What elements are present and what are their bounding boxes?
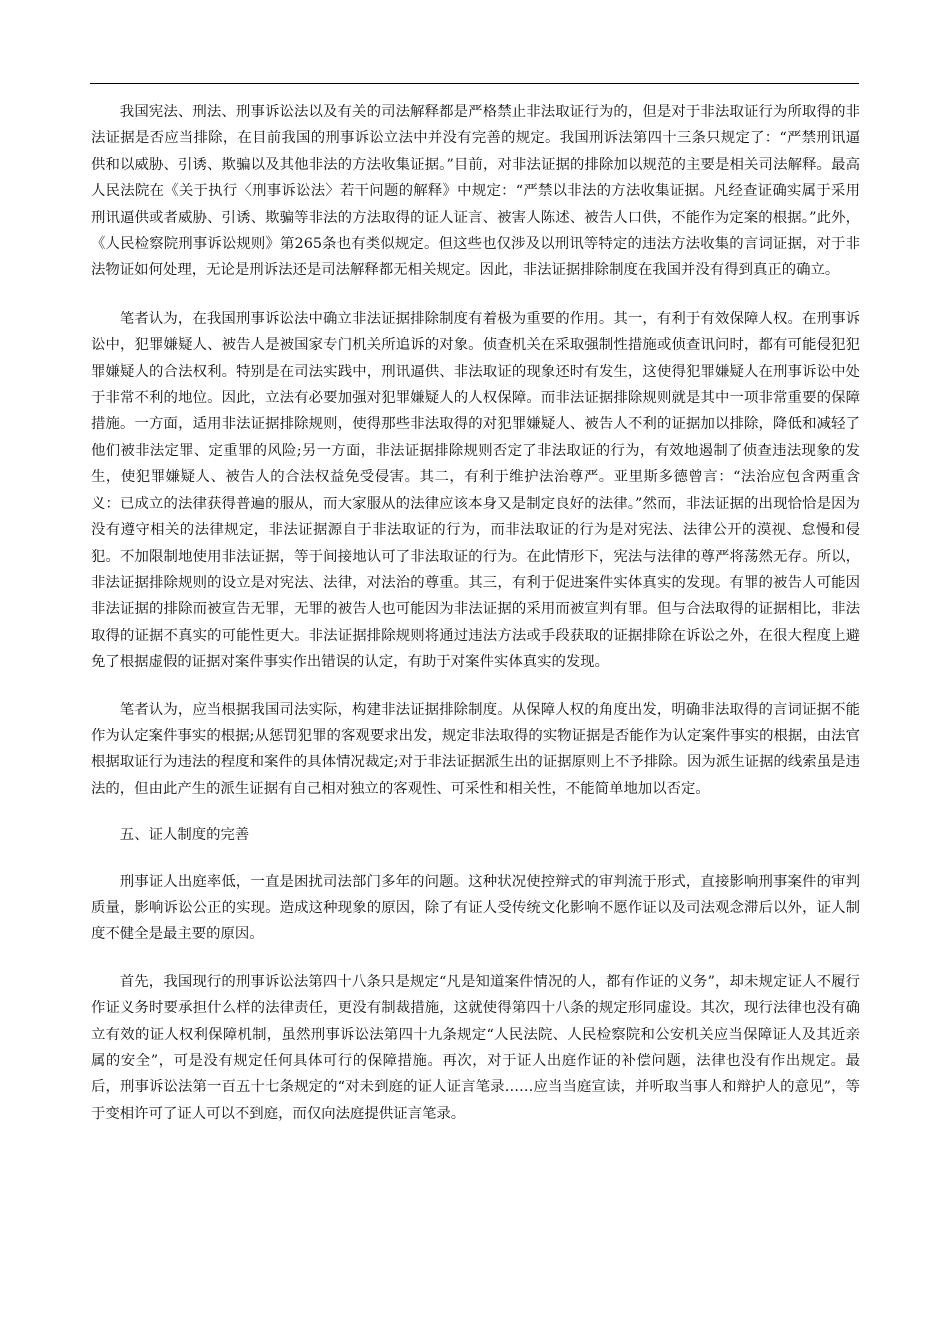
paragraph-exclusion-importance: 笔者认为，在我国刑事诉讼法中确立非法证据排除制度有着极为重要的作用。其一，有利于有效保障人权。在刑事诉讼中，犯罪嫌疑人、被告人是被国家专门机关所追诉的对象。侦查机关在采取强制性措施或侦查讯问时，都有可能侵犯犯罪嫌疑人的合法权利。特别是在司法实践中，刑讯逼供、非法取证的现象还时有发生，这使得犯罪嫌疑人在刑事诉讼中处于非常不利的地位。因此，立法有必要加强对犯罪嫌疑人的人权保障。而非法证据排除规则就是其中一项非常重要的保障措施。一方面，适用非法证据排除规则，使得那些非法取得的对犯罪嫌疑人、被告人不利的证据加以排除，降低和减轻了他们被非法定罪、定重罪的风险;另一方面，非法证据排除规则否定了非法取证的行为，有效地遏制了侦查违法现象的发生，使犯罪嫌疑人、被告人的合法权益免受侵害。其二，有利于维护法治尊严。亚里斯多德曾言：“法治应包含两重含义：已成立的法律获得普遍的服从，而大家服从的法律应该本身又是制定良好的法律。”然而，非法证据的出现恰恰是因为没有遵守相关的法律规定，非法证据源自于非法取证的行为，而非法取证的行为是对宪法、法律公开的漠视、怠慢和侵犯。不加限制地使用非法证据，等于间接地认可了非法取证的行为。在此情形下，宪法与法律的尊严将荡然无存。所以，非法证据排除规则的设立是对宪法、法律，对法治的尊重。其三，有利于促进案件实体真实的发现。有罪的被告人可能因非法证据的排除而被宣告无罪，无罪的被告人也可能因为非法证据的采用而被宣判有罪。但与合法取得的证据相比，非法取得的证据不真实的可能性更大。非法证据排除规则将通过违法方法或手段获取的证据排除在诉讼之外，在很大程度上避免了根据虚假的证据对案件事实作出错误的认定，有助于对案件实体真实的发现。 [91,310,860,671]
document-body [91,99,860,1127]
section-heading-witness-system: 五、证人制度的完善 [119,827,250,844]
paragraph-witness-attendance: 刑事证人出庭率低，一直是困扰司法部门多年的问题。这种状况使控辩式的审判流于形式，直接影响刑事案件的审判质量，影响诉讼公正的实现。造成这种现象的原因，除了有证人受传统文化影响不愿作证以及司法观念滞后以外，证人制度不健全是最主要的原因。 [91,873,860,943]
paragraph-witness-law-gaps: 首先，我国现行的刑事诉讼法第四十八条只是规定“凡是知道案件情况的人，都有作证的义务”，却未规定证人不履行作证义务时要承担什么样的法律责任，更没有制裁措施，这就使得第四十八条的规定形同虚设。其次，现行法律也没有确立有效的证人权利保障机制，虽然刑事诉讼法第四十九条规定“人民法院、人民检察院和公安机关应当保障证人及其近亲属的安全”，可是没有规定任何具体可行的保障措施。再次，对于证人出庭作证的补偿问题，法律也没有作出规定。最后，刑事诉讼法第一百五十七条规定的“对未到庭的证人证言笔录……应当当庭宣读，并听取当事人和辩护人的意见”，等于变相许可了证人可以不到庭，而仅向法庭提供证言笔录。 [91,973,860,1122]
paragraph-exclusion-proposal: 笔者认为，应当根据我国司法实际，构建非法证据排除制度。从保障人权的角度出发，明确非法取得的言词证据不能作为认定案件事实的根据;从惩罚犯罪的客观要求出发，规定非法取得的实物证据是否能作为认定案件事实的根据，由法官根据取证行为违法的程度和案件的具体情况裁定;对于非法证据派生出的证据原则上不予排除。因为派生证据的线索虽是违法的，但由此产生的派生证据有自己相对独立的客观性、可采性和相关性，不能简单地加以否定。 [91,701,860,797]
header-rule [90,83,859,84]
paragraph-illegal-evidence-status: 我国宪法、刑法、刑事诉讼法以及有关的司法解释都是严格禁止非法取证行为的，但是对于非法取证行为所取得的非法证据是否应当排除，在目前我国的刑事诉讼立法中并没有完善的规定。我国刑诉法第四十三条只规定了：“严禁刑讯逼供和以威胁、引诱、欺骗以及其他非法的方法收集证据。”目前，对非法证据的排除加以规范的主要是相关司法解释。最高人民法院在《关于执行〈刑事诉讼法〉若干问题的解释》中规定：“严禁以非法的方法收集证据。凡经查证确实属于采用刑讯逼供或者威胁、引诱、欺骗等非法的方法取得的证人证言、被害人陈述、被告人口供，不能作为定案的根据。”此外，《人民检察院刑事诉讼规则》第265条也有类似规定。但这些也仅涉及以刑讯等特定的违法方法收集的言词证据，对于非法物证如何处理，无论是刑诉法还是司法解释都无相关规定。因此，非法证据排除制度在我国并没有得到真正的确立。 [91,104,860,279]
